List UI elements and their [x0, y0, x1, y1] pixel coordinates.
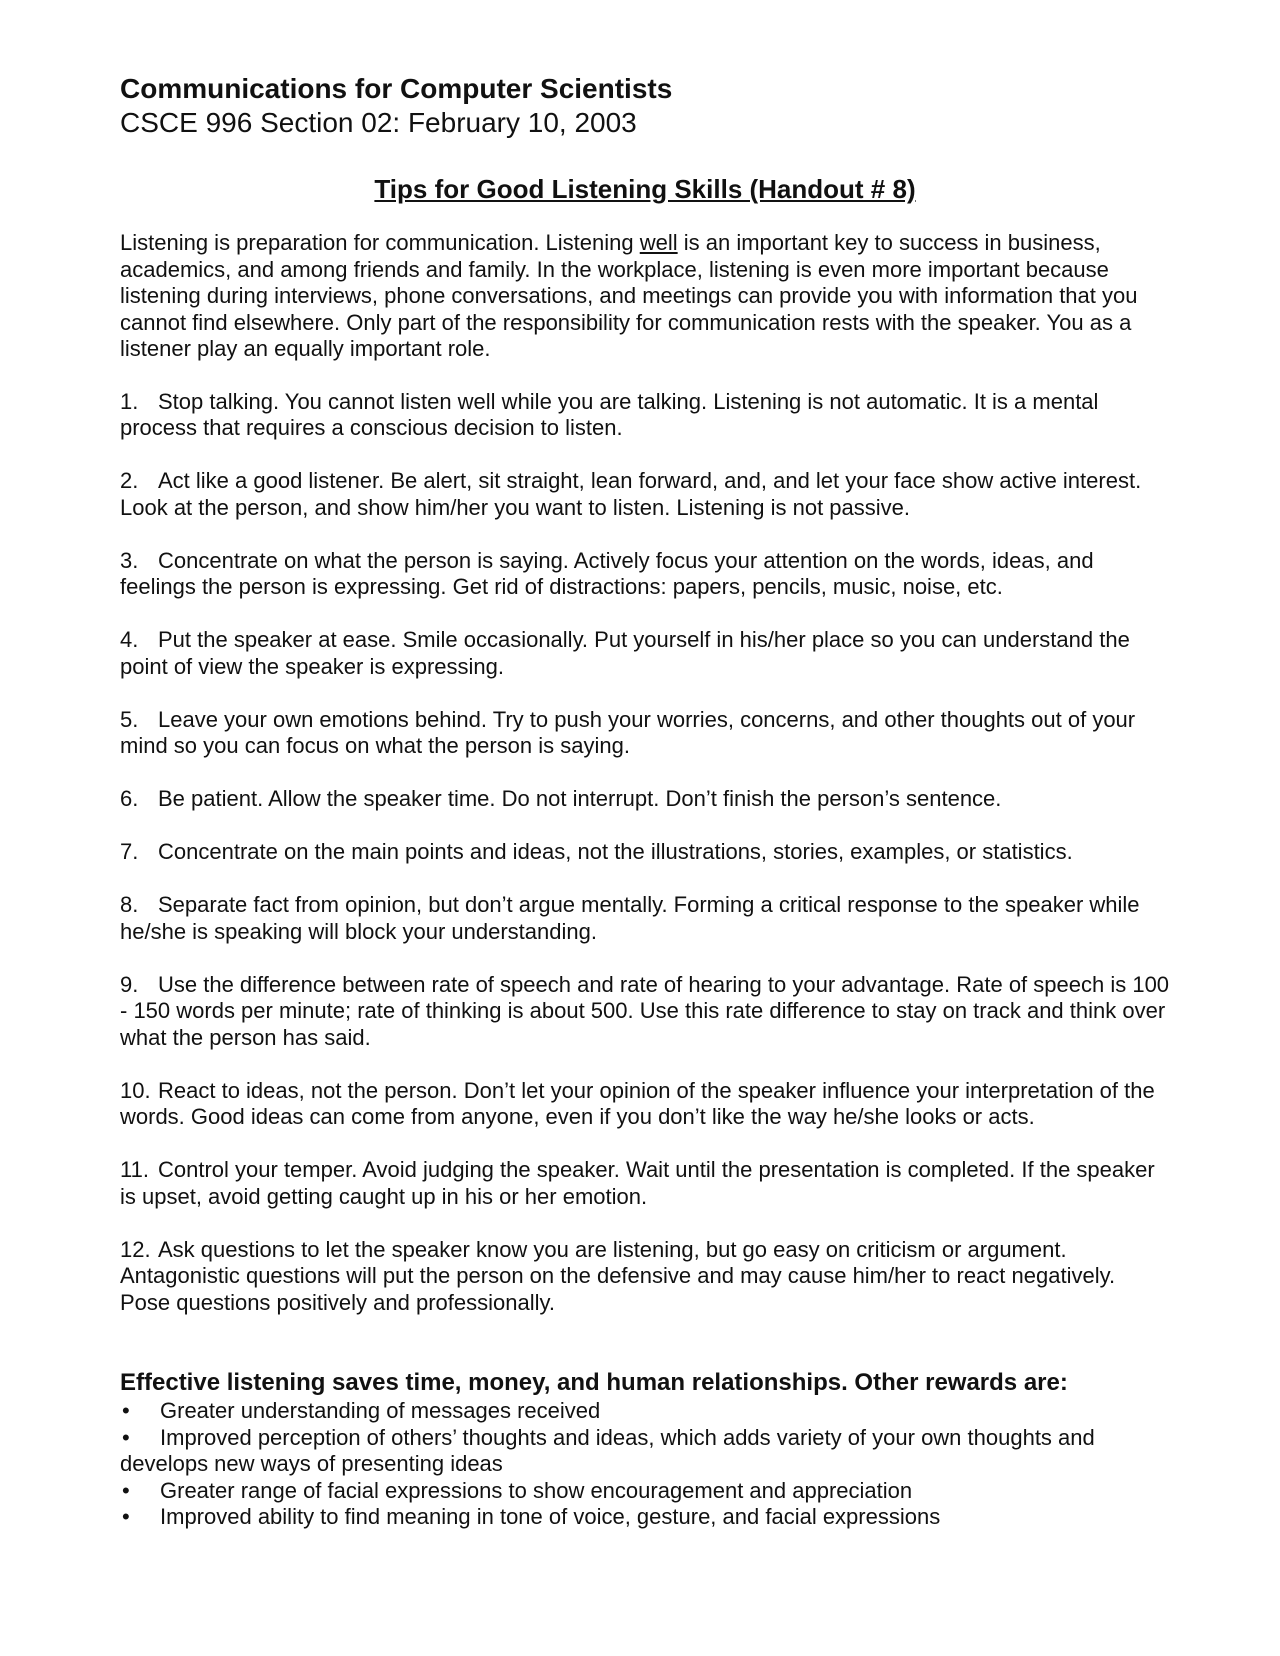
tip-item — [120, 389, 1170, 442]
tip-text: Control your temper. Avoid judging the speaker. Wait until the presentation is completed. If the speaker is upset, avoid getting caught up in his or her emotion. — [120, 1157, 1155, 1209]
tip-number: 11. — [120, 1157, 149, 1182]
tip-text: Use the difference between rate of speech and rate of hearing to your advantage. Rate of speech is 100 - 150 words per minute; rate of thinking is about 500. Use this rate difference to stay on track and think over what the person has said. — [120, 971, 1170, 1050]
tip-text: Put the speaker at ease. Smile occasionally. Put yourself in his/her place so you can understand the point of view the speaker is expressing. — [120, 627, 1130, 679]
tip-number: 2. — [120, 468, 139, 493]
tip-text: Ask questions to let the speaker know you are listening, but go easy on criticism or argument. Antagonistic questions will put the person on the defensive and may cause him/her to react negatively. Pose questions positively and professionally. — [120, 1236, 1116, 1315]
tips-list — [120, 389, 1170, 1317]
tip-item — [120, 548, 1170, 601]
tip-item — [120, 707, 1170, 760]
tip-item — [120, 627, 1170, 680]
bullet-icon: • — [122, 1477, 130, 1503]
intro-text-2: is an important key to success in business, academics, and among friends and family. In the workplace, listening is even more important because listening during interviews, phone conversations, and meetings can provide you with information that you cannot find elsewhere. Only part of the responsibility for communication rests with the speaker. You as a listener play an equally important role. — [120, 230, 1138, 361]
tip-number: 3. — [120, 547, 139, 573]
tip-item — [120, 468, 1170, 521]
reward-text: Improved ability to find meaning in tone of voice, gesture, and facial expressions — [160, 1504, 941, 1529]
rewards-heading: Effective listening saves time, money, and human relationships. Other rewards are: — [120, 1369, 1068, 1396]
tip-text: Concentrate on the main points and ideas, not the illustrations, stories, examples, or statistics. — [158, 839, 1073, 864]
tip-number: 5. — [120, 706, 139, 732]
tip-text: Concentrate on what the person is saying. Actively focus your attention on the words, ideas, and feelings the person is expressing. Get rid of distractions: papers, pencils, music, noise, etc. — [120, 547, 1094, 599]
tip-number: 7. — [120, 839, 139, 864]
reward-item — [120, 1398, 1170, 1425]
tip-number: 6. — [120, 786, 139, 811]
tip-text: Stop talking. You cannot listen well while you are talking. Listening is not automatic. It is a mental process that requires a conscious decision to listen. — [120, 388, 1099, 440]
tip-item — [120, 1237, 1170, 1317]
tip-number: 8. — [120, 892, 139, 917]
reward-item — [120, 1478, 1170, 1505]
reward-text: Greater understanding of messages received — [160, 1398, 601, 1423]
intro-underlined-word: well — [639, 230, 678, 255]
reward-text: Greater range of facial expressions to show encouragement and appreciation — [160, 1477, 913, 1503]
tip-item — [120, 1078, 1170, 1131]
course-section: CSCE 996 Section 02: February 10, 2003 — [120, 107, 637, 138]
intro-paragraph — [120, 230, 1170, 363]
tip-number: 12. — [120, 1236, 151, 1262]
tip-number: 10. — [120, 1077, 151, 1103]
tip-item — [120, 1157, 1170, 1210]
tip-text: Leave your own emotions behind. Try to push your worries, concerns, and other thoughts out of your mind so you can focus on what the person is saying. — [120, 706, 1136, 758]
tip-text: Be patient. Allow the speaker time. Do not interrupt. Don’t finish the person’s sentence. — [158, 786, 1002, 811]
tip-text: React to ideas, not the person. Don’t let your opinion of the speaker influence your interpretation of the words. Good ideas can come from anyone, even if you don’t like the way he/she looks or acts. — [120, 1077, 1155, 1129]
bullet-icon: • — [122, 1398, 130, 1423]
tip-number: 4. — [120, 627, 139, 652]
handout-title: Tips for Good Listening Skills (Handout # 8) — [374, 174, 916, 204]
intro-text-1: Listening is preparation for communication. Listening — [120, 230, 640, 255]
tip-item — [120, 839, 1170, 866]
bullet-icon: • — [122, 1424, 130, 1450]
tip-text: Act like a good listener. Be alert, sit straight, lean forward, and, and let your face show active interest. Look at the person, and show him/her you want to listen. Listening is not passive. — [120, 468, 1142, 520]
reward-text: Improved perception of others’ thoughts and ideas, which adds variety of your own thoughts and develops new ways of presenting ideas — [120, 1424, 1095, 1476]
tip-item — [120, 786, 1170, 813]
tip-text: Separate fact from opinion, but don’t argue mentally. Forming a critical response to the speaker while he/she is speaking will block your understanding. — [120, 892, 1140, 944]
tip-item — [120, 972, 1170, 1052]
document-page — [120, 72, 1170, 1531]
tip-number: 1. — [120, 388, 139, 414]
tip-number: 9. — [120, 971, 139, 997]
tip-item — [120, 892, 1170, 945]
reward-item — [120, 1504, 1170, 1531]
bullet-icon: • — [122, 1504, 130, 1529]
course-title: Communications for Computer Scientists — [120, 73, 673, 104]
rewards-list — [120, 1398, 1170, 1531]
reward-item — [120, 1425, 1170, 1478]
